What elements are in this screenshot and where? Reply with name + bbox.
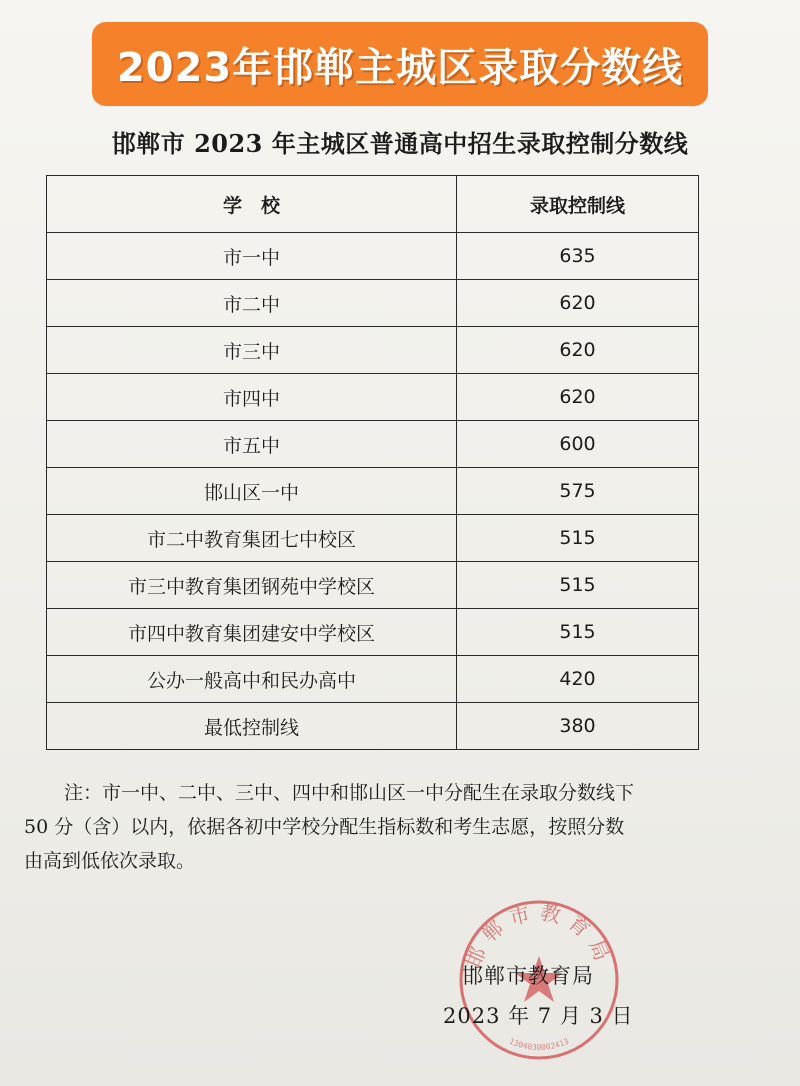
issuer-name: 邯郸市教育局 (462, 964, 594, 988)
score-cell: 600 (457, 421, 699, 468)
score-cell: 515 (457, 515, 699, 562)
banner-title: 2023年邯郸主城区录取分数线 (116, 44, 684, 91)
school-cell: 市四中教育集团建安中学校区 (47, 609, 457, 656)
table-header-row (47, 176, 699, 233)
document-title: 邯郸市 2023 年主城区普通高中招生录取控制分数线 (111, 129, 689, 158)
score-cell: 420 (457, 656, 699, 703)
school-cell: 市三中 (47, 327, 457, 374)
score-cell: 380 (457, 703, 699, 750)
table-row (47, 327, 699, 374)
school-cell: 市一中 (47, 233, 457, 280)
score-cell: 515 (457, 609, 699, 656)
table-row (47, 421, 699, 468)
score-cell: 620 (457, 327, 699, 374)
school-cell: 邯山区一中 (47, 468, 457, 515)
table-row (47, 280, 699, 327)
note-line-1: 注：市一中、二中、三中、四中和邯山区一中分配生在录取分数线下 (64, 782, 635, 804)
issue-date: 2023 年 7 月 3 日 (443, 1004, 634, 1028)
table-row (47, 515, 699, 562)
school-cell: 市五中 (47, 421, 457, 468)
note-line-2: 50 分（含）以内，依据各初中学校分配生指标数和考生志愿，按照分数 (24, 816, 625, 838)
table-row (47, 656, 699, 703)
table-row (47, 468, 699, 515)
school-cell: 公办一般高中和民办高中 (47, 656, 457, 703)
table-row (47, 374, 699, 421)
score-cell: 575 (457, 468, 699, 515)
table-row (47, 562, 699, 609)
school-cell: 最低控制线 (47, 703, 457, 750)
score-table (46, 175, 699, 750)
school-cell: 市二中教育集团七中校区 (47, 515, 457, 562)
score-cell: 515 (457, 562, 699, 609)
column-header-score: 录取控制线 (457, 176, 699, 233)
note-line-3: 由高到低依次录取。 (24, 850, 196, 872)
svg-text:邯郸市教育局: 邯郸市教育局 (460, 899, 618, 972)
column-header-school: 学 校 (47, 176, 457, 233)
title-banner (92, 22, 708, 106)
score-cell: 620 (457, 280, 699, 327)
school-cell: 市二中 (47, 280, 457, 327)
score-cell: 635 (457, 233, 699, 280)
score-cell: 620 (457, 374, 699, 421)
school-cell: 市三中教育集团钢苑中学校区 (47, 562, 457, 609)
table-row (47, 703, 699, 750)
table-row (47, 609, 699, 656)
svg-text:1304030002413: 1304030002413 (507, 1036, 571, 1052)
school-cell: 市四中 (47, 374, 457, 421)
note-paragraph (24, 776, 724, 878)
table-row (47, 233, 699, 280)
